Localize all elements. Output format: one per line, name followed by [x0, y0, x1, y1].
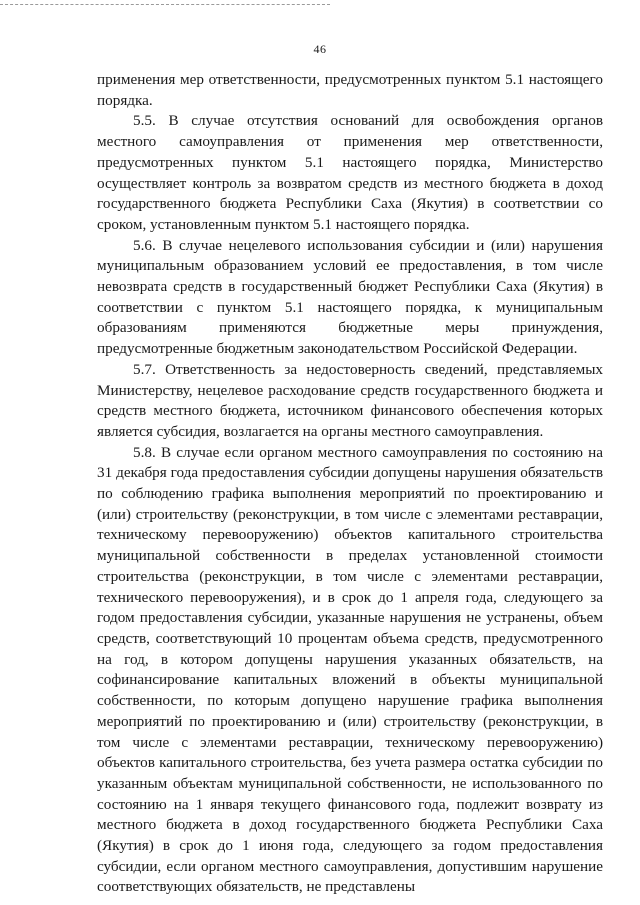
page-number: 46: [313, 42, 327, 56]
scan-top-rule: [0, 4, 330, 5]
document-body: [97, 70, 603, 898]
paragraph-5-6: 5.6. В случае нецелевого использования субсидии и (или) нарушения муниципальным образованием условий ее предоставления, в том числе невозврата средств в государственный бюджет Республики Саха (Якутия) в соответствии с пунктом 5.1 настоящего порядка, к муниципальным образованиям применяются бюджетные меры принуждения, предусмотренные бюджетным законодательством Российской Федерации.: [97, 236, 603, 358]
paragraph-5-5: 5.5. В случае отсутствия оснований для освобождения органов местного самоуправления от применения мер ответственности, предусмотренных пунктом 5.1 настоящего порядка, Министерство осуществляет контроль за возвратом средств из местного бюджета в доход государственного бюджета Республики Саха (Якутия) в соответствии со сроком, установленным пунктом 5.1 настоящего порядка.: [97, 112, 603, 233]
paragraph-5-7: 5.7. Ответственность за недостоверность сведений, представляемых Министерству, нецелевое расходование средств государственного бюджета и средств местного бюджета, источником финансового обеспечения которых является субсидия, возлагается на органы местного самоуправления.: [97, 360, 603, 440]
paragraph-5-8: 5.8. В случае если органом местного самоуправления по состоянию на 31 декабря года предоставления субсидии допущены нарушения обязательств по соблюдению графика выполнения мероприятий по проектированию и (или) строительству (реконструкции, в том числе с элементами реставрации, техническому перевооружению) объектов капитального строительства муниципальной собственности в пределах установленной стоимости строительства (реконструкции, в том числе с элементами реставрации, технического перевооружения), и в срок до 1 апреля года, следующего за годом предоставления субсидии, указанные нарушения не устранены, объем средств, соответствующий 10 процентам объема средств, предусмотренного на год, в котором допущены нарушения указанных обязательств, на софинансирование капитальных вложений в объекты муниципальной собственности, по которым допущено нарушение графика выполнения мероприятий по проектированию и (или) строительству (реконструкции, в том числе с элементами реставрации, техническому перевооружению) объектов капитального строительства, без учета размера остатка субсидии по указанным объектам муниципальной собственности, не использованного по состоянию на 1 января текущего финансового года, подлежит возврату из местного бюджета в доход государственного бюджета Республики Саха (Якутия) в срок до 1 июня года, следующего за годом предоставления субсидии, если органом местного самоуправления, допустившим нарушение соответствующих обязательств, не представлены: [97, 443, 603, 896]
paragraph-continuation: применения мер ответственности, предусмотренных пунктом 5.1 настоящего порядка.: [97, 71, 603, 109]
